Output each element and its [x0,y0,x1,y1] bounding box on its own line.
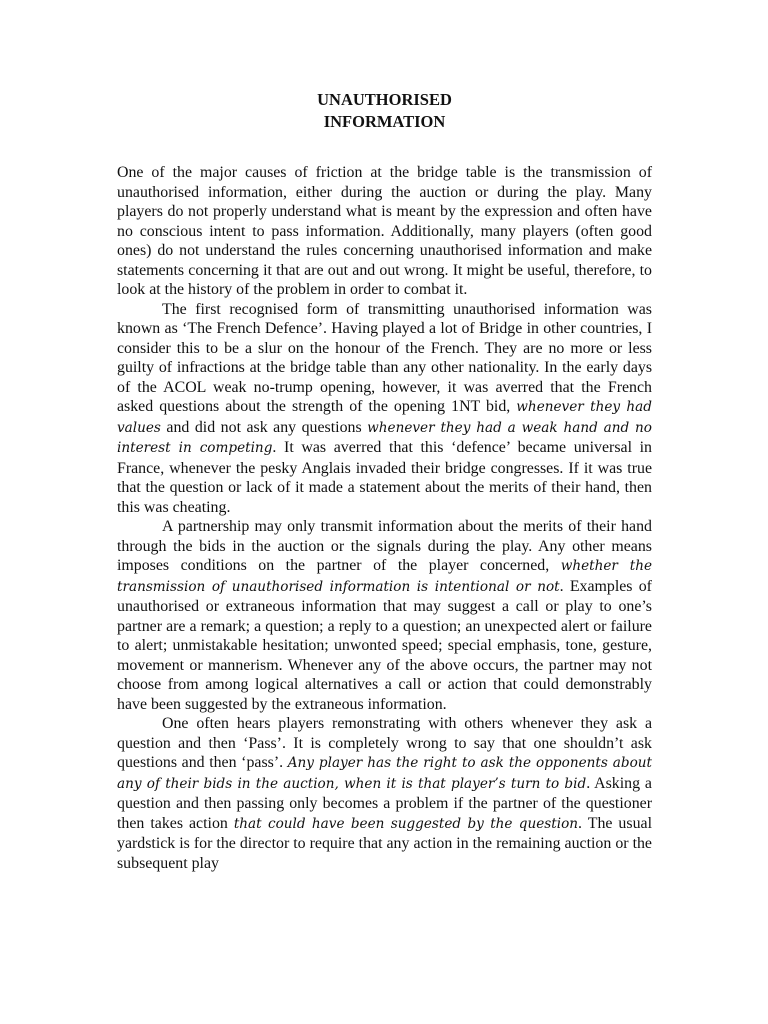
paragraph-4 [117,714,652,873]
paragraph-2 [117,300,652,518]
paragraph-3-text-a: A partnership may only transmit information about the merits of their hand through the bids in the auction or the signals during the play. Any other means imposes conditions on the partner of the player concerned, [117,518,652,574]
paragraph-3-emphasis: whether the transmission of unauthorised information is intentional or not [117,558,652,595]
paragraph-2-emphasis-2: whenever they had a weak hand and no interest in competing [117,419,652,456]
page-title [117,89,652,133]
paragraph-2-text-a: The first recognised form of transmitting unauthorised information was known as ‘The French Defence’. Having played a lot of Bridge in other countries, I consider this to be a slur on the honour of the French. They are no more or less guilty of infractions at the bridge table than any other nationality. In the early days of the ACOL weak no-trump opening, however, it was averred that the French asked questions about the strength of the opening 1NT bid, [117,300,652,415]
paragraph-4-text-a: One often hears players remonstrating with others whenever they ask a question and then ‘Pass’. It is completely wrong to say that one shouldn’t ask questions and then ‘pass’. [117,715,652,771]
paragraph-4-emphasis-2: that could have been suggested by the question [233,815,579,832]
paragraph-1-text: One of the major causes of friction at the bridge table is the transmission of unauthorised information, either during the auction or during the play. Many players do not properly understand what is meant by the expression and often have no conscious intent to pass information. Additionally, many players (often good ones) do not understand the rules concerning unauthorised information and make statements concerning it that are out and out wrong. It might be useful, therefore, to look at the history of the problem in order to combat it. [117,164,652,298]
paragraph-3 [117,517,652,714]
paragraph-2-text-e: . It was averred that this ‘defence’ became universal in France, whenever the pesky Anglais invaded their bridge congresses. If it was true that the question or lack of it made a statement about the merits of their hand, then this was cheating. [117,439,652,516]
paragraph-4-text-c: . Asking a question and then passing only becomes a problem if the partner of the questioner then takes action [117,774,652,832]
paragraph-2-text-c: and did not ask any questions [160,418,368,436]
paragraph-3-text-c: . Examples of unauthorised or extraneous information that may suggest a call or play to one’s partner are a remark; a question; a reply to a question; an unexpected alert or failure to alert; unmistakable hesitation; unwonted speed; special emphasis, tone, gesture, movement or mannerism. Whenever any of the above occurs, the partner may not choose from among logical alternatives a call or action that could demonstrably have been suggested by the extraneous information. [117,577,652,713]
title-line-1: UNAUTHORISED [317,90,452,109]
paragraph-1 [117,163,652,300]
paragraph-4-text-e: . The usual yardstick is for the director to require that any action in the remaining auction or the subsequent play [117,814,652,872]
document-page [117,89,652,873]
paragraph-2-emphasis-1: whenever they had values [117,399,652,436]
title-line-2: INFORMATION [323,112,446,131]
paragraph-4-emphasis-1: Any player has the right to ask the opponents about any of their bids in the auction, when it is that player’s turn to bid [117,755,652,792]
